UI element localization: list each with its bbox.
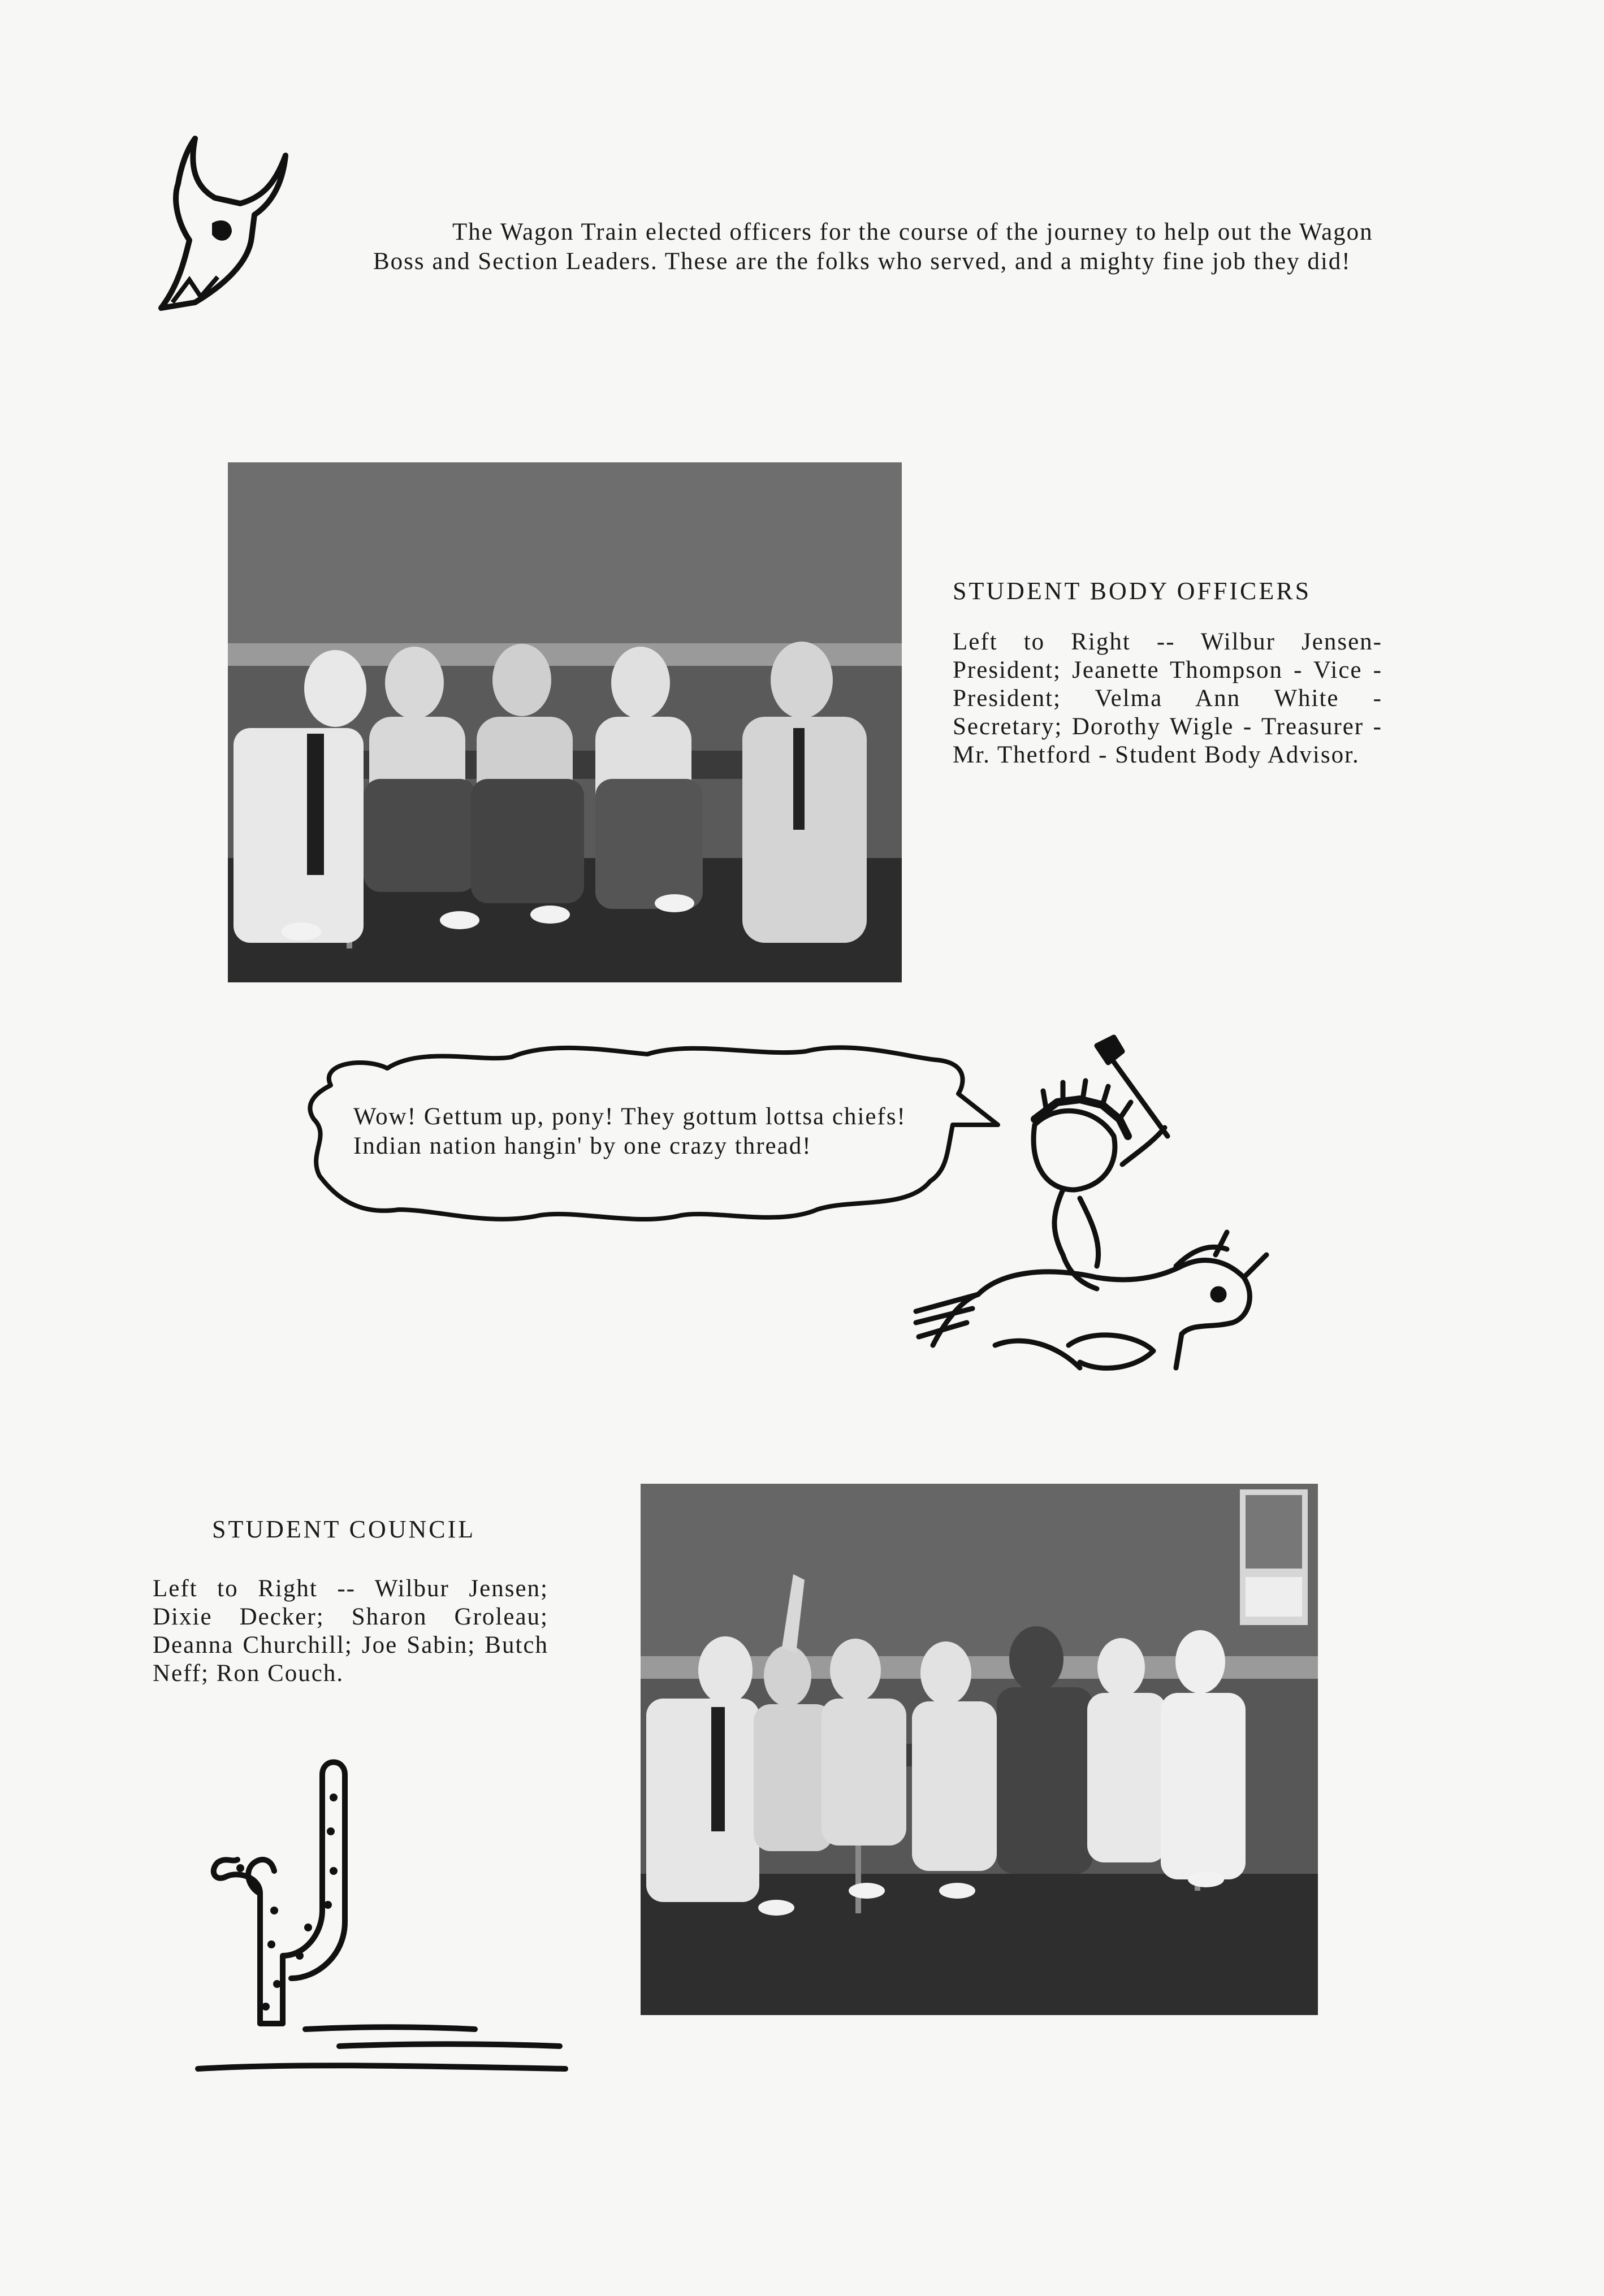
officers-caption: Left to Right -- Wilbur Jensen-President; Jeanette Thompson - Vice - President; Velma Ann White - Secretary; Dorothy Wigle - Treasurer - Mr. Thetford - Student Body Advisor. [953, 629, 1382, 768]
intro-paragraph [373, 218, 1397, 276]
council-caption: Left to Right -- Wilbur Jensen; Dixie Decker; Sharon Groleau; Deanna Churchill; Joe Sabin; Butch Neff; Ron Couch. [153, 1575, 548, 1687]
intro-text: The Wagon Train elected officers for the course of the journey to help out the Wagon Boss and Section Leaders. These are the folks who served, and a mighty fine job they did! [373, 219, 1373, 275]
steer-skull-icon [155, 133, 302, 314]
officers-photo [228, 462, 902, 982]
council-caption-block [153, 1515, 548, 1688]
chief-on-horse-drawing [910, 1029, 1272, 1390]
bubble-text: Wow! Gettum up, pony! They gottum lottsa chiefs! Indian nation hangin' by one crazy thread! [353, 1103, 906, 1159]
officers-title: STUDENT BODY OFFICERS [953, 577, 1312, 605]
council-photo [641, 1484, 1318, 2015]
officers-caption-block [953, 577, 1382, 769]
council-title: STUDENT COUNCIL [212, 1515, 476, 1543]
cactus-icon [192, 1741, 577, 2080]
